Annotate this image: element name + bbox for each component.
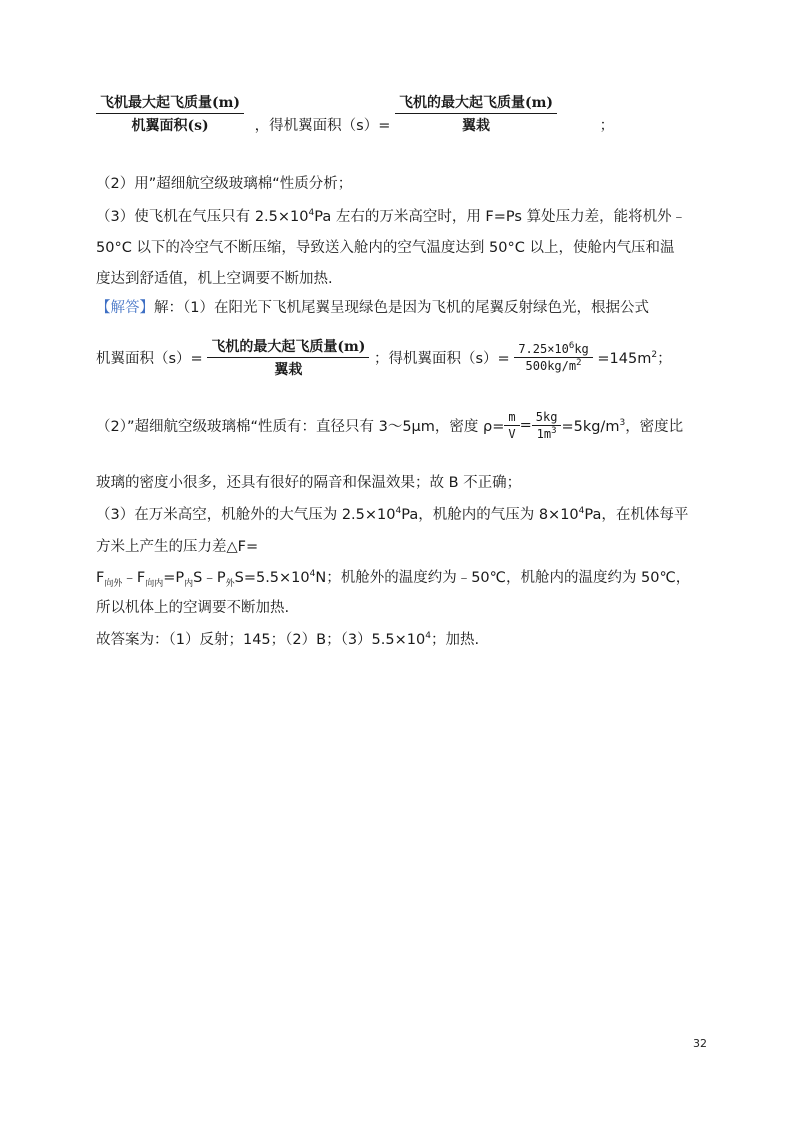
text-segment: ，密度比 — [625, 419, 684, 435]
subscript: 内 — [184, 578, 194, 589]
formula-row-2 — [96, 336, 672, 379]
superscript: 3 — [619, 418, 626, 429]
result: =145m — [597, 351, 652, 367]
text-segment: （3）使飞机在气压只有 2.5×10 — [96, 209, 309, 225]
solution-tag: 【解答】 — [96, 300, 154, 316]
subscript: 向内 — [145, 578, 164, 589]
paragraph — [96, 566, 690, 587]
fraction-max-mass-over-load — [207, 336, 369, 379]
solution-heading — [96, 296, 649, 317]
text-segment: （3）在万米高空，机舱外的大气压为 2.5×10 — [96, 507, 396, 523]
superscript: 2 — [576, 358, 582, 368]
superscript: 2 — [651, 350, 658, 361]
text-segment: S﹣P — [193, 570, 226, 586]
superscript: 4 — [578, 506, 585, 517]
text-segment: S=5.5×10 — [234, 570, 310, 586]
fraction-density-value — [532, 410, 562, 441]
final-answer — [96, 628, 479, 649]
text-segment: ； — [657, 351, 672, 367]
text-segment: ﹣F — [122, 570, 146, 586]
number: 500kg/m — [525, 359, 577, 373]
formula-row-3 — [96, 410, 683, 441]
text-segment: （2）”超细航空级玻璃棉“性质有：直径只有 3～5μm，密度 ρ= — [96, 419, 505, 435]
fraction-denominator: V — [508, 427, 516, 441]
formula-row-1 — [96, 92, 614, 135]
page-number: 32 — [693, 1037, 707, 1050]
subscript: 外 — [225, 578, 235, 589]
unit: kg — [574, 342, 589, 356]
text-segment: 解：（1）在阳光下飞机尾翼呈现绿色是因为飞机的尾翼反射绿色光，根据公式 — [154, 300, 649, 316]
superscript: 4 — [309, 569, 316, 580]
number: 7.25×10 — [518, 342, 569, 356]
text-segment: ；加热. — [430, 632, 480, 648]
fraction-max-mass-over-area — [96, 92, 244, 135]
fraction-numerator: 5kg — [532, 410, 562, 426]
fraction-numerator: 飞机最大起飞质量(m) — [96, 92, 244, 114]
fraction-denominator — [522, 358, 586, 373]
text-segment: ；得机翼面积（s）= — [374, 351, 510, 367]
text-segment: 故答案为：（1）反射；145；（2）B；（3）5.5×10 — [96, 632, 426, 648]
fraction-denominator: 机翼面积(s) — [131, 118, 209, 134]
superscript: 4 — [395, 506, 402, 517]
text-segment: Pa，机舱内的气压为 8×10 — [401, 507, 579, 523]
paragraph: 所以机体上的空调要不断加热. — [96, 600, 290, 616]
superscript: 4 — [308, 208, 315, 219]
paragraph — [96, 205, 686, 226]
text-segment: F — [96, 570, 105, 586]
text-segment: = — [519, 417, 532, 434]
text-segment: 机翼面积（s）= — [96, 351, 203, 367]
paragraph: 50°C 以下的冷空气不断压缩，导致送入舱内的空气温度达到 50°C 以上，使舱内气压和温 — [96, 240, 675, 256]
fraction-denominator: 翼栽 — [462, 118, 491, 134]
superscript: 6 — [568, 341, 575, 351]
subscript: 向外 — [104, 578, 123, 589]
fraction-max-mass-over-load — [395, 92, 557, 135]
fraction-numerator — [514, 342, 592, 358]
paragraph: 度达到舒适值，机上空调要不断加热. — [96, 271, 333, 287]
fraction-numerator: 飞机的最大起飞质量(m) — [207, 336, 369, 358]
text-segment: ； — [599, 117, 615, 134]
text-segment: Pa，在机体每平 — [584, 507, 689, 523]
result: =5kg/m — [561, 419, 620, 435]
text-segment: Pa 左右的万米高空时，用 F=Ps 算处压力差，能将机外﹣ — [314, 209, 687, 225]
superscript: 3 — [551, 426, 557, 436]
text-segment — [597, 351, 671, 367]
fraction-numerator: m — [504, 410, 519, 426]
number: 1m — [536, 427, 552, 441]
paragraph: 方米上产生的压力差△F= — [96, 539, 259, 555]
fraction-mass-over-load-value — [514, 342, 592, 373]
fraction-denominator — [533, 426, 561, 441]
paragraph: （2）用”超细航空级玻璃棉“性质分析； — [96, 176, 353, 192]
fraction-numerator: 飞机的最大起飞质量(m) — [395, 92, 557, 114]
paragraph: 玻璃的密度小很多，还具有很好的隔音和保温效果；故 B 不正确； — [96, 475, 522, 491]
superscript: 4 — [425, 631, 431, 642]
text-segment: N；机舱外的温度约为﹣50℃，机舱内的温度约为 50℃， — [315, 570, 691, 586]
fraction-denominator: 翼栽 — [274, 362, 303, 378]
text-segment: ，得机翼面积（s）= — [254, 117, 391, 134]
text-segment — [561, 419, 683, 435]
text-segment: =P — [163, 570, 185, 586]
fraction-m-over-v — [504, 410, 519, 441]
paragraph — [96, 503, 688, 524]
